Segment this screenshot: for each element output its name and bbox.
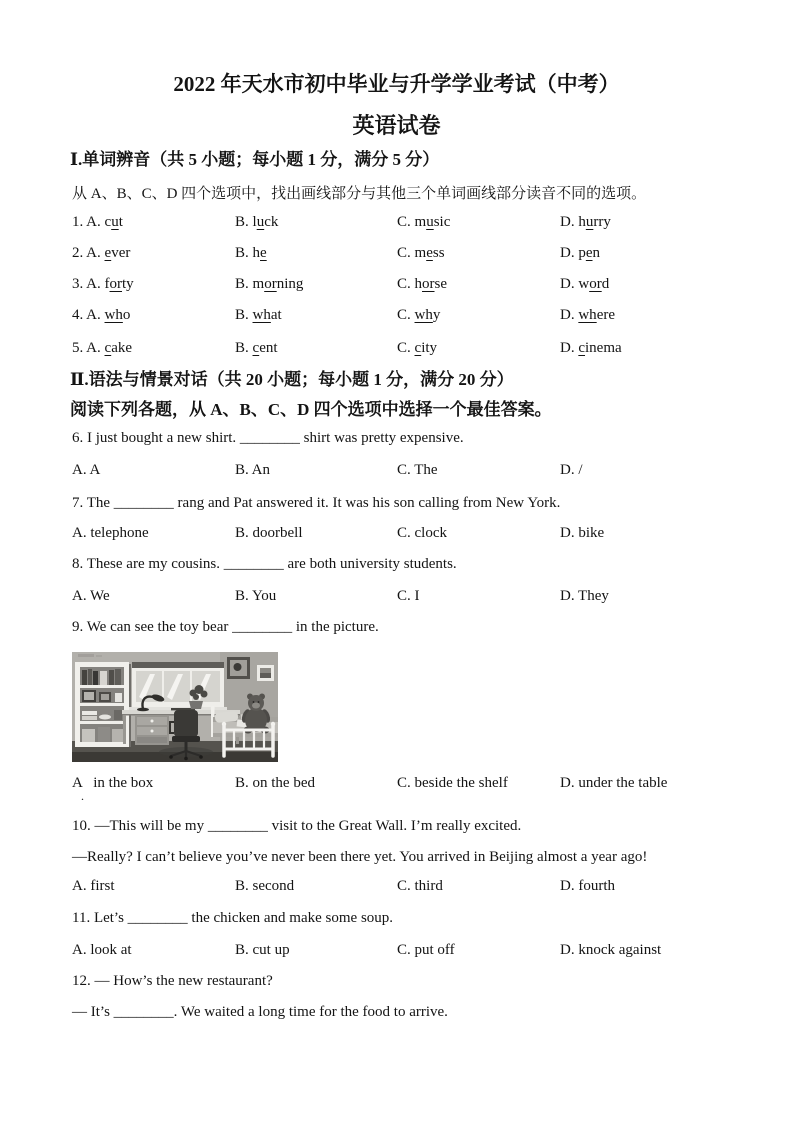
question-8-stem: 8. These are my cousins. ________ are both university students. — [72, 556, 457, 572]
option-3c: C. horse — [397, 276, 448, 292]
option-4b: B. what — [235, 307, 282, 323]
option-10c: C. third — [397, 878, 443, 894]
option-8d: D. They — [560, 588, 609, 604]
option-10d: D. fourth — [560, 878, 615, 894]
option-5d: D. cinema — [560, 340, 622, 356]
question-5-row — [72, 339, 732, 357]
section2-instruction: 阅读下列各题，从 A、B、C、D 四个选项中选择一个最佳答案。 — [70, 400, 552, 419]
option-6a: A. A — [72, 462, 101, 478]
section1-instruction: 从 A、B、C、D 四个选项中，找出画线部分与其他三个单词画线部分读音不同的选项。 — [72, 186, 647, 202]
section1-heading: Ⅰ.单词辨音（共 5 小题；每小题 1 分，满分 5 分） — [70, 150, 440, 169]
option-3a: 3. A. forty — [72, 276, 134, 292]
option-1b: B. luck — [235, 214, 279, 230]
option-9d: D. under the table — [560, 775, 668, 791]
question-9-picture — [72, 652, 278, 762]
question-11-options — [72, 941, 732, 959]
question-12-stem: 12. — How’s the new restaurant? — [72, 973, 273, 989]
option-5c: C. city — [397, 340, 438, 356]
option-2b: B. he — [235, 245, 267, 261]
option-9b: B. on the bed — [235, 775, 315, 791]
option-8b: B. You — [235, 588, 277, 604]
option-6d: D. / — [560, 462, 583, 478]
question-12-stem-reply: — It’s ________. We waited a long time for the food to arrive. — [72, 1004, 448, 1020]
option-4a: 4. A. who — [72, 307, 131, 323]
question-8-options — [72, 587, 732, 605]
question-4-row — [72, 306, 732, 324]
option-2d: D. pen — [560, 245, 601, 261]
option-9c: C. beside the shelf — [397, 775, 508, 791]
option-2a: 2. A. ever — [72, 245, 131, 261]
option-7a: A. telephone — [72, 525, 149, 541]
option-5b: B. cent — [235, 340, 278, 356]
option-11c: C. put off — [397, 942, 455, 958]
option-10b: B. second — [235, 878, 295, 894]
option-1c: C. music — [397, 214, 451, 230]
exam-title: 2022 年天水市初中毕业与升学学业考试（中考） — [173, 72, 620, 96]
option-7d: D. bike — [560, 525, 605, 541]
question-10-stem: 10. —This will be my ________ visit to the Great Wall. I’m really excited. — [72, 818, 522, 834]
question-1-row — [72, 213, 732, 231]
question-3-row — [72, 275, 732, 293]
option-8c: C. I — [397, 588, 420, 604]
question-9-stem: 9. We can see the toy bear ________ in the picture. — [72, 619, 379, 635]
bookshelf — [75, 662, 131, 747]
section2-heading: Ⅱ.语法与情景对话（共 20 小题；每小题 1 分，满分 20 分） — [70, 370, 514, 389]
question-10-options — [72, 877, 732, 895]
option-3b: B. morning — [235, 276, 304, 292]
option-6c: C. The — [397, 462, 438, 478]
option-7c: C. clock — [397, 525, 447, 541]
question-7-options — [72, 524, 732, 542]
option-3d: D. word — [560, 276, 610, 292]
question-10-stem-reply: —Really? I can’t believe you’ve never been there yet. You arrived in Beijing almost a year ago! — [72, 849, 648, 865]
option-11b: B. cut up — [235, 942, 290, 958]
option-6b: B. An — [235, 462, 271, 478]
option-5a: 5. A. cake — [72, 340, 133, 356]
option-8a: A. We — [72, 588, 110, 604]
option-7b: B. doorbell — [235, 525, 303, 541]
option-9a: A in the box — [72, 775, 154, 791]
room-illustration — [72, 652, 278, 762]
question-6-options — [72, 461, 732, 479]
stray-period-mark: . — [81, 789, 84, 803]
question-7-stem: 7. The ________ rang and Pat answered it. It was his son calling from New York. — [72, 495, 561, 511]
exam-subtitle: 英语试卷 — [352, 113, 441, 138]
option-2c: C. mess — [397, 245, 445, 261]
option-11a: A. look at — [72, 942, 132, 958]
option-10a: A. first — [72, 878, 115, 894]
option-1d: D. hurry — [560, 214, 611, 230]
option-4c: C. why — [397, 307, 441, 323]
question-2-row — [72, 244, 732, 262]
option-11d: D. knock against — [560, 942, 662, 958]
question-11-stem: 11. Let’s ________ the chicken and make some soup. — [72, 910, 394, 926]
question-6-stem: 6. I just bought a new shirt. ________ shirt was pretty expensive. — [72, 430, 464, 446]
option-4d: D. where — [560, 307, 615, 323]
question-9-options — [72, 774, 732, 792]
option-1a: 1. A. cut — [72, 214, 123, 230]
